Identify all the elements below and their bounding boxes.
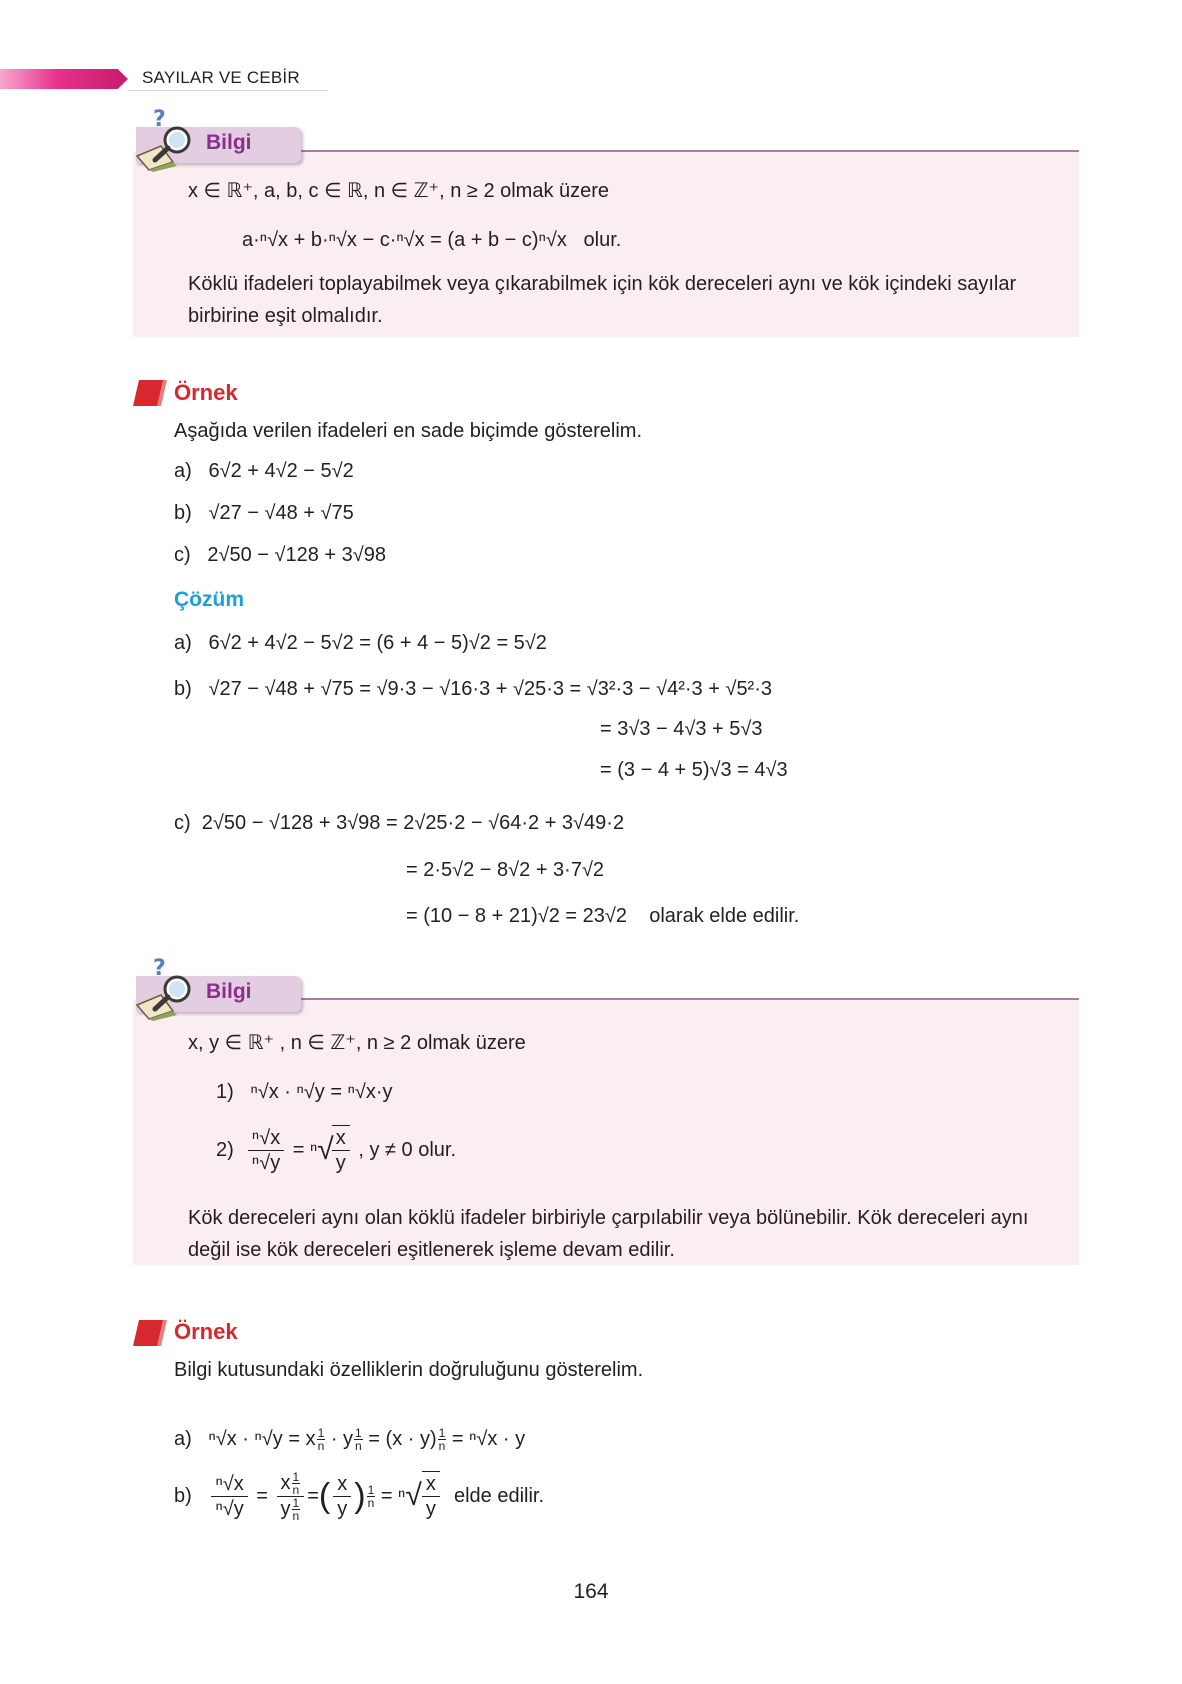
bilgi-label-1: Bilgi	[206, 131, 252, 154]
item-expression: 2√50 − √128 + 3√98	[207, 544, 386, 566]
bilgi2-rule1	[216, 1079, 393, 1105]
rule2-rhs-fraction: $\frac{x}{y}$	[332, 1125, 350, 1175]
rule1-text: ⁿ√x · ⁿ√y = ⁿ√x·y	[250, 1081, 393, 1103]
solution-c2: = 2·5√2 − 8√2 + 3·7√2	[406, 859, 605, 881]
bilgi-rule-2	[300, 998, 1079, 1000]
rule-number: 2)	[216, 1139, 234, 1161]
solution-c1-text: 2√50 − √128 + 3√98 = 2√25·2 − √64·2 + 3√49·2	[201, 812, 625, 834]
bilgi1-paragraph: Köklü ifadeleri toplayabilmek veya çıkarabilmek için kök dereceleri aynı ve kök içindeki sayılar birbirine eşit olmalıdır.	[188, 273, 1017, 327]
solution-c3	[406, 903, 799, 929]
rule2-lhs-fraction: $\frac{\text{ⁿ√x}}{\text{ⁿ√y}}$	[248, 1126, 284, 1175]
item-letter: a)	[174, 1428, 192, 1450]
solution-b3: = (3 − 4 + 5)√3 = 4√3	[600, 759, 788, 781]
bilgi1-condition	[188, 178, 609, 204]
magnifier-book-icon	[133, 955, 197, 1021]
solution-c1	[174, 810, 624, 836]
bilgi1-formula	[242, 227, 621, 253]
ornek1-item-b	[174, 500, 354, 526]
header-accent-bar	[0, 69, 128, 89]
bilgi2-paragraph: Kök dereceleri aynı olan köklü ifadeler birbiriyle çarpılabilir veya bölünebilir. Kök dereceleri aynı değil ise kök dereceleri eşitlenerek işleme devam edilir.	[188, 1207, 1029, 1261]
bilgi-label-2: Bilgi	[206, 980, 252, 1003]
cozum-label: Çözüm	[174, 588, 244, 611]
b-fraction-1: $\frac{\text{ⁿ√x}}{\text{ⁿ√y}}$	[211, 1472, 247, 1521]
solution-c3-text: = (10 − 8 + 21)√2 = 23√2	[406, 905, 627, 927]
b-tail: elde edilir.	[453, 1485, 545, 1507]
rule-number: 1)	[216, 1081, 234, 1103]
solution-b1	[174, 676, 772, 702]
bilgi2-condition: x, y ∈ ℝ⁺ , n ∈ ℤ⁺, n ≥ 2 olmak üzere	[188, 1032, 526, 1054]
item-expression: √27 − √48 + √75	[208, 502, 354, 524]
ornek2-item-b: b) $\frac{\text{ⁿ√x}}{\text{ⁿ√y}}$ = x $\frac{1}{n}$ y $\frac{1}{n}$ = ( $\frac{x}{y}$ ) 1 n = ⁿ √ $\frac{x}{y}$ elde edilir.	[174, 1469, 545, 1523]
rule2-tail: , y ≠ 0 olur.	[358, 1139, 457, 1161]
item-letter: a)	[174, 460, 192, 482]
b-fraction-2: x $\frac{1}{n}$ y $\frac{1}{n}$	[277, 1471, 305, 1522]
b-fraction-4: $\frac{x}{y}$	[422, 1471, 440, 1521]
bilgi1-formula-text: a·ⁿ√x + b·ⁿ√x − c·ⁿ√x = (a + b − c)ⁿ√x	[242, 229, 567, 251]
ornek-label-2: Örnek	[174, 1319, 238, 1344]
item-letter: b)	[174, 1485, 192, 1507]
item-letter: b)	[174, 678, 192, 700]
ornek2-item-a: a) ⁿ√x · ⁿ√y = x 1 n · y $\frac{1}{n}$ = (x · y) $\frac{1}{n}$ = ⁿ√x · y	[174, 1426, 526, 1453]
ornek-flag-icon	[133, 378, 169, 408]
bilgi1-condition-text: x ∈ ℝ⁺, a, b, c ∈ ℝ, n ∈ ℤ⁺, n ≥ 2 olmak üzere	[188, 180, 610, 202]
svg-text:?: ?	[153, 107, 166, 132]
bilgi-rule-1	[300, 150, 1079, 152]
item-letter: b)	[174, 502, 192, 524]
header-underline	[128, 90, 328, 91]
solution-b1-text: √27 − √48 + √75 = √9·3 − √16·3 + √25·3 = √3²·3 − √4²·3 + √5²·3	[208, 678, 773, 700]
svg-text:?: ?	[153, 956, 166, 981]
solution-a-text: 6√2 + 4√2 − 5√2 = (6 + 4 − 5)√2 = 5√2	[208, 632, 547, 654]
ornek-flag-icon	[133, 1318, 169, 1348]
item-letter: c)	[174, 812, 191, 834]
magnifier-book-icon	[133, 106, 197, 172]
page-number: 164	[573, 1580, 609, 1603]
item-expression: 6√2 + 4√2 − 5√2	[208, 460, 354, 482]
ornek2-intro: Bilgi kutusundaki özelliklerin doğruluğunu gösterelim.	[174, 1359, 644, 1381]
ornek-label-1: Örnek	[174, 380, 238, 405]
bilgi1-formula-tail: olur.	[583, 229, 622, 251]
bilgi2-rule2: 2) $\frac{\text{ⁿ√x}}{\text{ⁿ√y}}$ = ⁿ √ $\frac{x}{y}$ , y ≠ 0 olur.	[216, 1126, 457, 1174]
solution-c3-tail: olarak elde edilir.	[649, 905, 800, 927]
b-fraction-3: $\frac{x}{y}$	[333, 1472, 351, 1521]
item-letter: c)	[174, 544, 191, 566]
ornek1-intro: Aşağıda verilen ifadeleri en sade biçimde gösterelim.	[174, 420, 643, 442]
section-title: SAYILAR VE CEBİR	[142, 68, 300, 87]
solution-a	[174, 630, 547, 656]
ornek1-item-c	[174, 542, 386, 568]
solution-b2: = 3√3 − 4√3 + 5√3	[600, 718, 763, 740]
ornek1-item-a	[174, 458, 354, 484]
item-letter: a)	[174, 632, 192, 654]
